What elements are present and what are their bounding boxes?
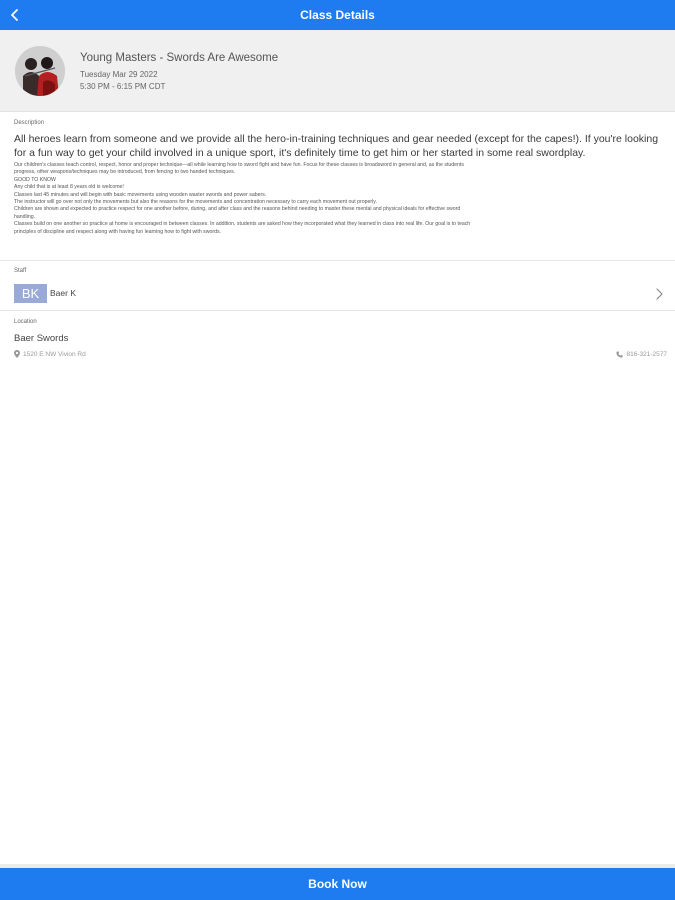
class-avatar <box>15 46 65 96</box>
location-label: Location <box>14 319 37 325</box>
description-line: Classes last 45 minutes and will begin with basic movements using wooden waster swords and power sabers. <box>14 191 267 198</box>
class-header <box>0 30 675 112</box>
description-line: Children are shown and expected to practice respect for one another before, during, and after class and the reasons behind needing to master these mental and physical ideals for effective sword <box>14 206 461 213</box>
phone-icon <box>616 351 623 358</box>
location-phone: 816-321-2577 <box>626 350 667 358</box>
book-now-button[interactable]: Book Now <box>0 868 675 900</box>
staff-section <box>0 261 675 311</box>
class-date: Tuesday Mar 29 2022 <box>80 70 158 79</box>
instructor-photo <box>15 46 65 96</box>
description-line: The instructor will go over not only the movements but also the reasons for the movements and concentration necessary to carry each movement out properly. <box>14 199 377 206</box>
description-line: Classes build on one another so practice at home is encouraged in between classes. In addition, students are asked how they incorporated what they learned in class into real life. Our goal is to teach <box>14 221 471 228</box>
description-line: Any child that is at least 8 years old is welcome! <box>14 184 124 191</box>
location-section <box>0 311 675 371</box>
location-name: Baer Swords <box>14 333 69 344</box>
top-bar <box>0 0 675 30</box>
map-pin-icon <box>14 350 20 358</box>
staff-row[interactable] <box>0 281 675 307</box>
description-body <box>14 162 664 236</box>
staff-label: Staff <box>14 268 27 274</box>
location-address-link[interactable] <box>14 349 86 359</box>
description-line: Our children's classes teach control, respect, honor and proper technique—all while learning how to sword fight and have fun. Focus for these classes is broadsword in general and, as the students <box>14 162 464 168</box>
description-label: Description <box>14 120 45 126</box>
location-address: 1520 E NW Vivion Rd <box>23 350 86 358</box>
description-line: progress, other weapons/techniques may be introduced, from fencing to two handed techniques. <box>14 169 236 176</box>
staff-initials-avatar: BK <box>14 284 47 303</box>
page-title: Class Details <box>300 8 375 22</box>
description-lead: All heroes learn from someone and we provide all the hero-in-training techniques and gear needed (except for the capes!). If you're looking for a fun way to get your child involved in a unique sport, it's definitely time to get him or her started in some real swordplay. <box>14 133 659 159</box>
description-line: handling. <box>14 213 36 220</box>
class-time: 5:30 PM - 6:15 PM CDT <box>80 82 166 91</box>
class-title: Young Masters - Swords Are Awesome <box>80 52 279 64</box>
description-section <box>0 113 675 261</box>
description-line: GOOD TO KNOW <box>14 176 56 183</box>
description-line: principles of discipline and respect along with having fun learning how to fight with swords. <box>14 228 222 235</box>
chevron-right-icon <box>653 287 665 301</box>
staff-name: Baer K <box>50 288 76 298</box>
location-phone-link[interactable] <box>616 349 667 359</box>
